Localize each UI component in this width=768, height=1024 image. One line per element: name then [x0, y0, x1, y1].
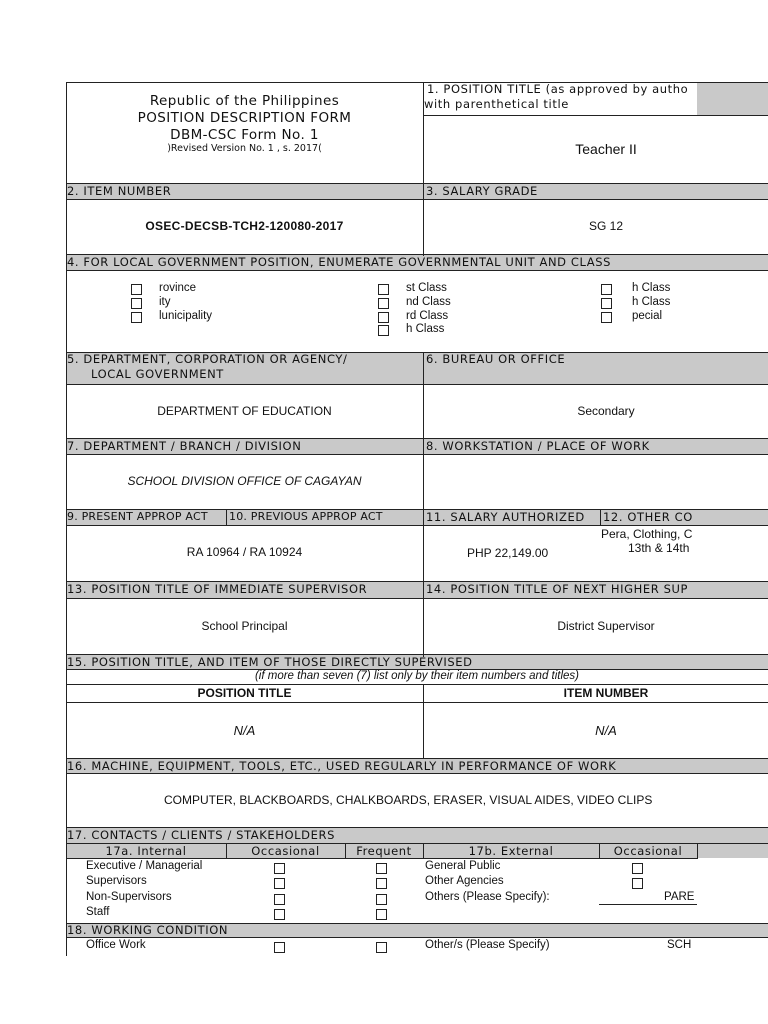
division-label: 7. DEPARTMENT / BRANCH / DIVISION: [67, 439, 302, 453]
immediate-supervisor-label: 13. POSITION TITLE OF IMMEDIATE SUPERVISOR: [67, 582, 368, 596]
internal-item-supervisors: Supervisors: [86, 875, 147, 887]
previous-approp-label: 10. PREVIOUS APPROP ACT: [229, 510, 383, 523]
supervised-note: (if more than seven (7) list only by their item numbers and titles): [254, 670, 580, 682]
frequent-header: Frequent: [356, 844, 412, 858]
bureau-label: 6. BUREAU OR OFFICE: [426, 352, 566, 366]
supervisors-occasional-checkbox[interactable]: [274, 878, 285, 889]
supervised-title-value: N/A: [233, 723, 256, 738]
first-class-label: st Class: [406, 282, 447, 294]
next-higher-supervisor-label: 14. POSITION TITLE OF NEXT HIGHER SUP: [426, 582, 689, 596]
salary-authorized-value: PHP 22,149.00: [467, 546, 549, 560]
other-condition-label: Other/s (Please Specify): [425, 939, 550, 951]
approp-act-value: RA 10964 / RA 10924: [186, 545, 303, 559]
executive-occasional-checkbox[interactable]: [274, 863, 285, 874]
office-work-occasional-checkbox[interactable]: [274, 942, 285, 953]
item-number-value: OSEC-DECSB-TCH2-120080-2017: [145, 219, 344, 233]
general-public-occasional-checkbox[interactable]: [632, 863, 643, 874]
gray-band: [697, 82, 768, 116]
office-work-frequent-checkbox[interactable]: [376, 942, 387, 953]
external-item-others: Others (Please Specify):: [425, 891, 550, 903]
external-header: 17b. External: [468, 844, 554, 858]
other-compensation-value2: 13th & 14th: [628, 541, 690, 555]
non-supervisors-frequent-checkbox[interactable]: [376, 894, 387, 905]
external-item-general-public: General Public: [425, 860, 501, 872]
salary-authorized-label: 11. SALARY AUTHORIZED: [426, 510, 585, 524]
fourth-class-checkbox[interactable]: [378, 325, 389, 336]
staff-frequent-checkbox[interactable]: [376, 909, 387, 920]
office-work-label: Office Work: [86, 939, 146, 951]
supervisors-frequent-checkbox[interactable]: [376, 878, 387, 889]
contacts-label: 17. CONTACTS / CLIENTS / STAKEHOLDERS: [67, 828, 335, 842]
special-label: pecial: [632, 310, 663, 322]
department-sublabel: LOCAL GOVERNMENT: [91, 367, 224, 381]
supervised-item-value: N/A: [595, 723, 617, 738]
equipment-value: COMPUTER, BLACKBOARDS, CHALKBOARDS, ERASER, VISUAL AIDES, VIDEO CLIPS: [164, 793, 653, 807]
special-checkbox[interactable]: [601, 312, 612, 323]
workstation-label: 8. WORKSTATION / PLACE OF WORK: [426, 439, 650, 453]
lgu-class-label: 4. FOR LOCAL GOVERNMENT POSITION, ENUMERATE GOVERNMENTAL UNIT AND CLASS: [67, 255, 612, 269]
second-class-label: nd Class: [406, 296, 451, 308]
other-compensation-value1: Pera, Clothing, C: [601, 527, 693, 541]
province-checkbox[interactable]: [131, 284, 142, 295]
department-label: 5. DEPARTMENT, CORPORATION OR AGENCY/: [67, 352, 348, 366]
item-number-label: 2. ITEM NUMBER: [67, 184, 172, 198]
second-class-checkbox[interactable]: [378, 298, 389, 309]
position-title-sublabel: with parenthetical title: [424, 97, 569, 111]
form-header-republic: Republic of the Philippines: [149, 93, 340, 109]
others-specify-value: PARE: [664, 891, 695, 903]
staff-occasional-checkbox[interactable]: [274, 909, 285, 920]
other-agencies-occasional-checkbox[interactable]: [632, 878, 643, 889]
division-value: SCHOOL DIVISION OFFICE OF CAGAYAN: [127, 474, 362, 488]
third-class-label: rd Class: [406, 310, 449, 322]
department-value: DEPARTMENT OF EDUCATION: [157, 404, 332, 418]
internal-item-executive: Executive / Managerial: [86, 860, 203, 872]
immediate-supervisor-value: School Principal: [201, 619, 288, 633]
first-class-checkbox[interactable]: [378, 284, 389, 295]
non-supervisors-occasional-checkbox[interactable]: [274, 894, 285, 905]
fourth-class-label: h Class: [406, 323, 445, 335]
sixth-class-label: h Class: [632, 296, 671, 308]
occasional-header: Occasional: [251, 844, 320, 858]
next-higher-supervisor-value: District Supervisor: [557, 619, 655, 633]
external-item-other-agencies: Other Agencies: [425, 875, 504, 887]
form-header-form-no: DBM-CSC Form No. 1: [170, 127, 319, 143]
sixth-class-checkbox[interactable]: [601, 298, 612, 309]
city-option-label: ity: [159, 296, 171, 308]
fifth-class-label: h Class: [632, 282, 671, 294]
salary-grade-value: SG 12: [588, 219, 624, 233]
salary-grade-label: 3. SALARY GRADE: [426, 184, 538, 198]
position-title-value: Teacher II: [575, 141, 637, 157]
present-approp-label: 9. PRESENT APPROP ACT: [67, 510, 208, 523]
municipality-checkbox[interactable]: [131, 312, 142, 323]
internal-item-staff: Staff: [86, 906, 110, 918]
municipality-option-label: lunicipality: [159, 310, 213, 322]
position-title-label: 1. POSITION TITLE (as approved by autho: [427, 82, 689, 96]
fifth-class-checkbox[interactable]: [601, 284, 612, 295]
bureau-value: Secondary: [577, 404, 635, 418]
working-condition-label: 18. WORKING CONDITION: [67, 923, 229, 937]
other-condition-value: SCH: [667, 939, 692, 951]
executive-frequent-checkbox[interactable]: [376, 863, 387, 874]
other-compensation-label: 12. OTHER CO: [603, 510, 693, 524]
form-header-title: POSITION DESCRIPTION FORM: [137, 110, 352, 126]
third-class-checkbox[interactable]: [378, 312, 389, 323]
internal-item-non-supervisors: Non-Supervisors: [86, 891, 172, 903]
item-number-column-header: ITEM NUMBER: [563, 686, 649, 700]
province-option-label: rovince: [159, 282, 197, 294]
internal-header: 17a. Internal: [105, 844, 187, 858]
position-title-column-header: POSITION TITLE: [197, 686, 292, 700]
occasional-external-header: Occasional: [613, 844, 683, 858]
supervised-label: 15. POSITION TITLE, AND ITEM OF THOSE DIRECTLY SUPERVISED: [67, 655, 473, 669]
equipment-label: 16. MACHINE, EQUIPMENT, TOOLS, ETC., USED REGULARLY IN PERFORMANCE OF WORK: [67, 759, 617, 773]
form-header-revision: )Revised Version No. 1 , s. 2017(: [167, 143, 322, 154]
city-checkbox[interactable]: [131, 298, 142, 309]
